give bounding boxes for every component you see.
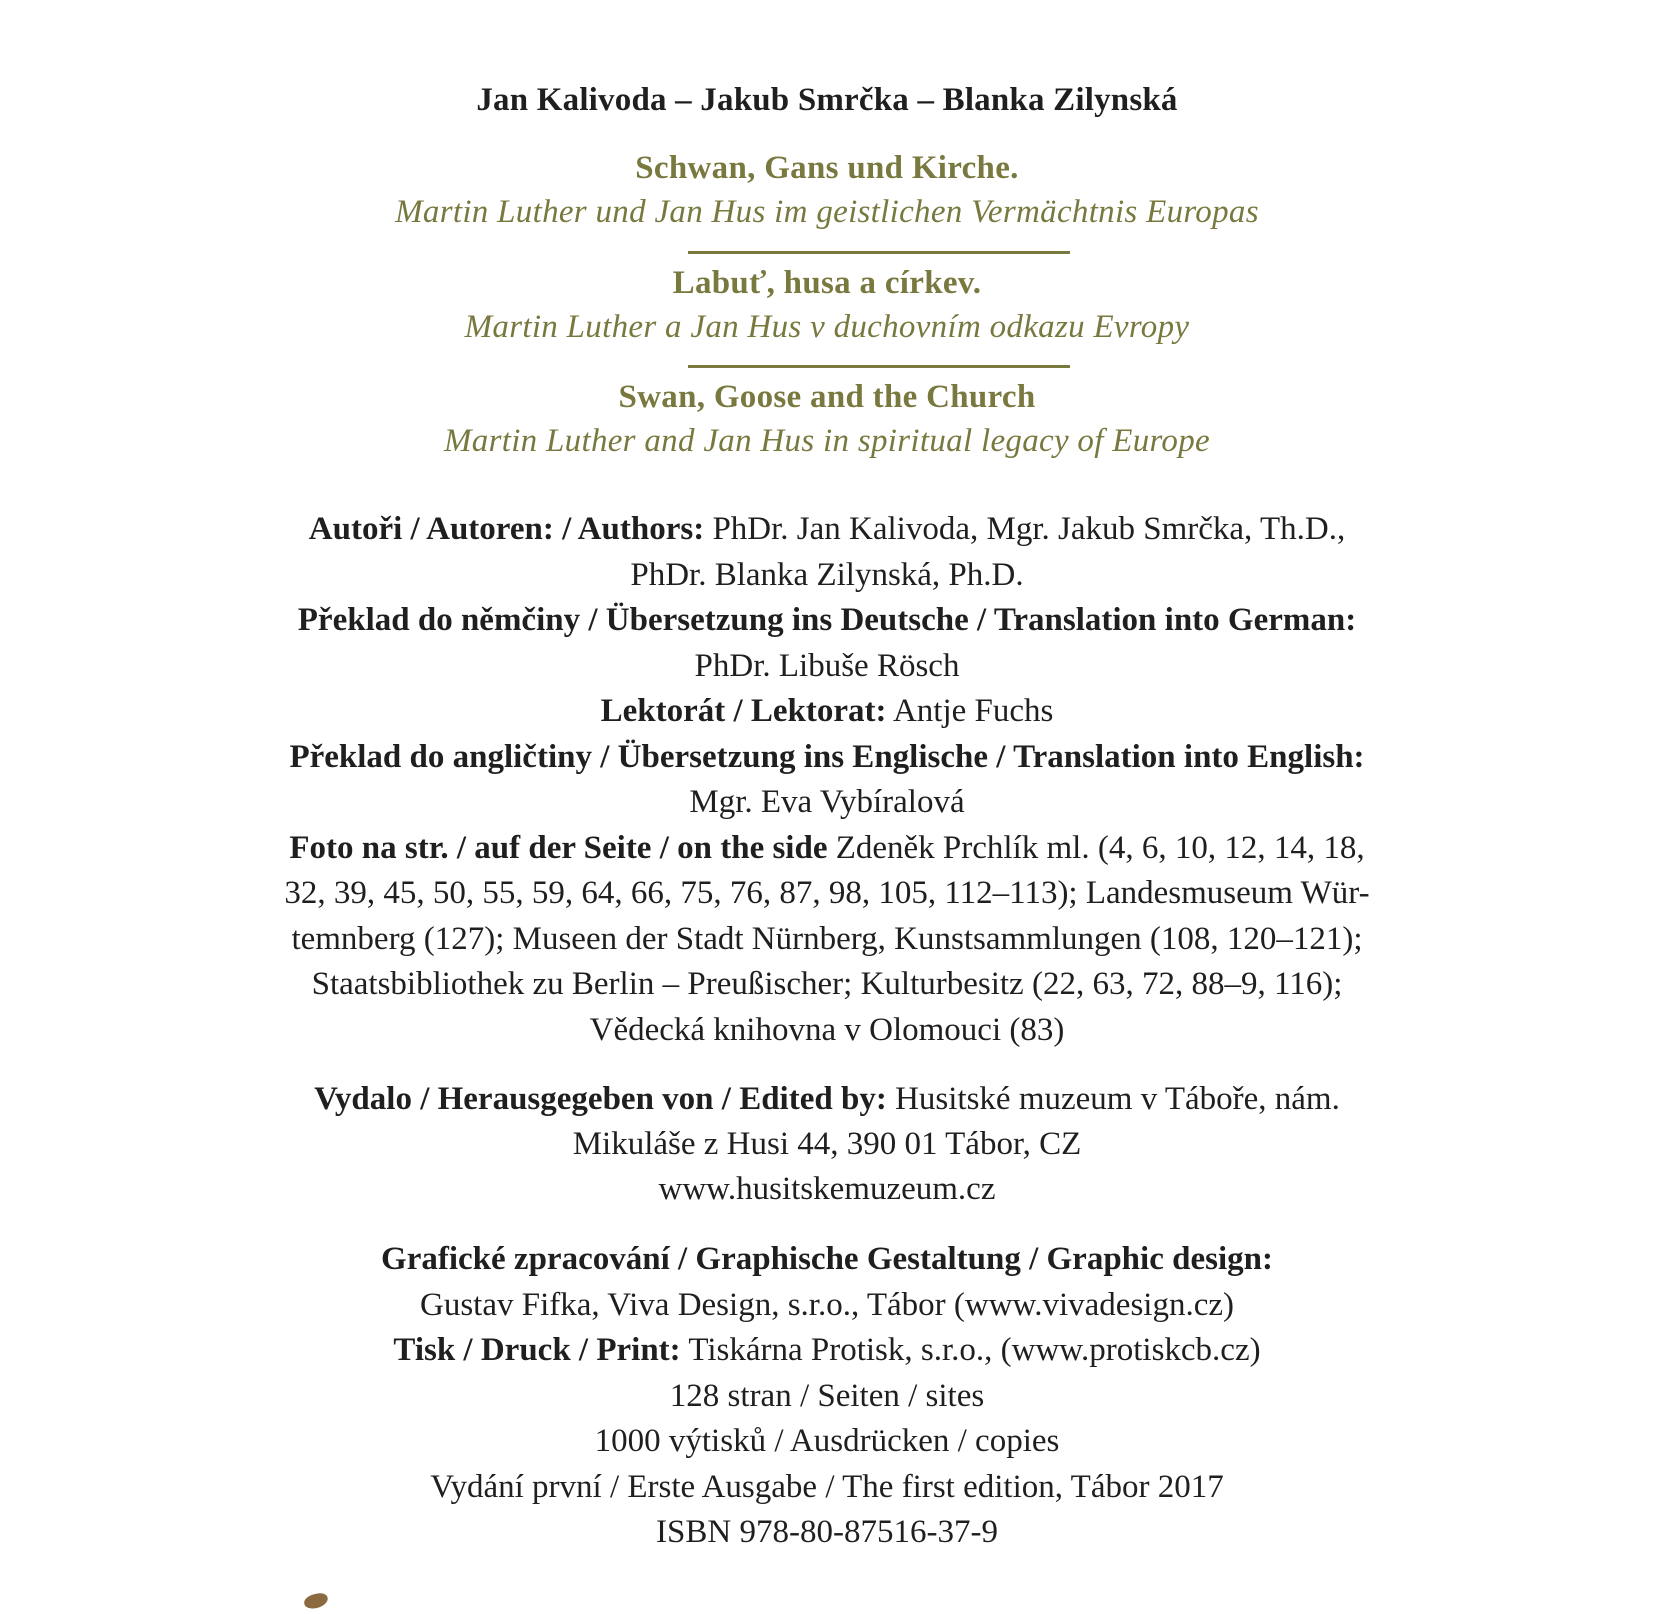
credits-authors-line (0, 507, 1654, 553)
design-label: Grafické zpracování / Graphische Gestaltung / Graphic design: (381, 1241, 1273, 1277)
design-value: Gustav Fifka, Viva Design, s.r.o., Tábor (www.vivadesign.cz) (419, 1286, 1234, 1323)
title-german (0, 146, 1654, 234)
title-english (0, 375, 1654, 463)
credits-authors-value: PhDr. Jan Kalivoda, Mgr. Jakub Smrčka, Th.D., (712, 511, 1346, 547)
title-czech-subtitle: Martin Luther a Jan Hus v duchovním odkazu Evropy (464, 309, 1190, 345)
credits-lector-label: Lektorát / Lektorat: (600, 693, 887, 729)
credits-english-value: Mgr. Eva Vybíralová (689, 784, 965, 820)
title-english-main: Swan, Goose and the Church (618, 379, 1036, 415)
title-german-subtitle: Martin Luther und Jan Hus im geistlichen Vermächtnis Europas (395, 194, 1259, 230)
publisher-website: www.husitskemuzeum.cz (658, 1171, 996, 1207)
credits-photo-value-4: Staatsbibliothek zu Berlin – Preußischer; Kulturbesitz (22, 63, 72, 88–9, 116); (311, 966, 1343, 1002)
authors-heading: Jan Kalivoda – Jakub Smrčka – Blanka Zilynská (476, 82, 1178, 118)
publisher-label: Vydalo / Herausgegeben von / Edited by: (314, 1081, 887, 1117)
credits-authors-label: Autoři / Autoren: / Authors: (308, 511, 705, 547)
credits-authors-value-2: PhDr. Blanka Zilynská, Ph.D. (630, 556, 1024, 593)
credits-photo-value-2: 32, 39, 45, 50, 55, 59, 64, 66, 75, 76, 87, 98, 105, 112–113); Landesmuseum Wür- (284, 875, 1370, 911)
title-divider-2 (688, 365, 1070, 368)
credits-german-value: PhDr. Libuše Rösch (694, 647, 960, 684)
title-german-main: Schwan, Gans und Kirche. (635, 150, 1019, 186)
credits-english-label: Překlad do angličtiny / Übersetzung ins Englische / Translation into English: (289, 738, 1365, 775)
print-line (0, 1328, 1654, 1374)
credits-photo-value-1: Zdeněk Prchlík ml. (4, 6, 10, 12, 14, 18, (835, 829, 1365, 866)
credits-photo-line (0, 826, 1654, 872)
publisher-value-2: Mikuláše z Husi 44, 390 01 Tábor, CZ (572, 1126, 1082, 1162)
edition-info: Vydání první / Erste Ausgabe / The first edition, Tábor 2017 (430, 1468, 1224, 1505)
publisher-value-1: Husitské muzeum v Táboře, nám. (895, 1081, 1340, 1117)
credits-german-label: Překlad do němčiny / Übersetzung ins Deutsche / Translation into German: (297, 602, 1357, 638)
credits-lector-value: Antje Fuchs (892, 693, 1054, 729)
credits-photo-label: Foto na str. / auf der Seite / on the side (289, 829, 828, 866)
isbn: ISBN 978-80-87516-37-9 (656, 1514, 998, 1550)
publisher-section (0, 1077, 1654, 1212)
print-value: Tiskárna Protisk, s.r.o., (www.protiskcb.cz) (688, 1332, 1261, 1368)
credits-photo-value-3: temnberg (127); Museen der Stadt Nürnberg, Kunstsammlungen (108, 120–121); (291, 920, 1363, 957)
title-czech (0, 261, 1654, 349)
title-czech-main: Labuť, husa a církev. (672, 265, 982, 301)
credits-lector-line (0, 689, 1654, 735)
production-section (0, 1237, 1654, 1556)
credits-section (0, 507, 1654, 1053)
publisher-line (0, 1077, 1654, 1122)
title-divider-1 (688, 251, 1070, 254)
paper-speck (303, 1592, 329, 1611)
pages-count: 128 stran / Seiten / sites (669, 1377, 985, 1414)
title-english-subtitle: Martin Luther and Jan Hus in spiritual legacy of Europe (444, 423, 1210, 459)
print-label: Tisk / Druck / Print: (393, 1332, 681, 1368)
copies-count: 1000 výtisků / Ausdrücken / copies (594, 1423, 1060, 1459)
credits-photo-value-5: Vědecká knihovna v Olomouci (83) (589, 1011, 1065, 1048)
